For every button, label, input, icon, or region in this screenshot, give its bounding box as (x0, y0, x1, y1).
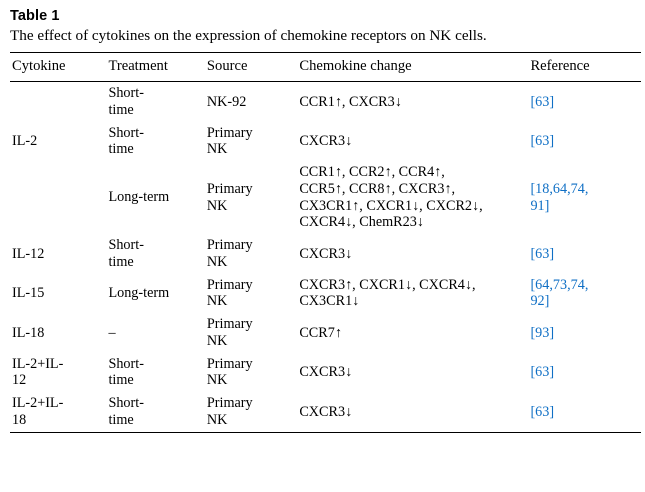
cell-chemokine-change (297, 392, 528, 432)
cell-source (205, 392, 297, 432)
cell-chemokine-change (297, 161, 528, 234)
reference-link: [63] (530, 364, 555, 381)
cell-reference[interactable] (528, 392, 641, 432)
cell-source (205, 274, 297, 314)
treatment-text: Long-term (108, 285, 170, 302)
treatment-text: Short- time (108, 237, 144, 270)
cell-treatment (106, 274, 204, 314)
cell-cytokine: IL-12 (12, 245, 45, 262)
cell-cytokine (10, 161, 106, 234)
table-header-row (10, 53, 641, 82)
table-label: Table 1 (10, 8, 60, 24)
cell-treatment (106, 161, 204, 234)
table-row (10, 122, 641, 162)
source-text: NK-92 (206, 93, 247, 110)
column-header-source: Source (205, 53, 297, 82)
treatment-text: Long-term (108, 189, 170, 206)
reference-link: [18,64,74, 91] (530, 180, 589, 214)
reference-link: [93] (530, 324, 555, 341)
table-row (10, 274, 641, 314)
column-header-cytokine: Cytokine (10, 53, 106, 82)
table-row (10, 392, 641, 432)
cell-chemokine-change (297, 274, 528, 314)
chemokine-change-text: CXCR3↓ (299, 245, 353, 262)
cell-source (205, 122, 297, 162)
reference-link: [63] (530, 93, 555, 110)
cell-cytokine: IL-2+IL- 12 (12, 355, 64, 389)
reference-link: [63] (530, 245, 555, 262)
table-caption: The effect of cytokines on the expression of chemokine receptors on NK cells. (10, 27, 487, 44)
column-header-chemokine-change: Chemokine change (297, 53, 528, 82)
cell-treatment (106, 234, 204, 274)
treatment-text: – (108, 324, 116, 341)
cell-treatment (106, 392, 204, 432)
source-text: Primary NK (206, 355, 253, 389)
cell-chemokine-change (297, 82, 528, 122)
chemokine-change-text: CCR7↑ (299, 324, 342, 341)
cell-reference[interactable] (528, 122, 641, 162)
cell-source (205, 234, 297, 274)
cell-reference[interactable] (528, 353, 641, 393)
cell-cytokine: IL-18 (12, 324, 45, 341)
chemokine-change-text: CXCR3↓ (299, 364, 353, 381)
reference-link: [64,73,74, 92] (530, 276, 589, 310)
source-text: Primary NK (206, 124, 253, 158)
cell-source (205, 82, 297, 122)
cell-cytokine (10, 82, 106, 122)
cell-treatment (106, 122, 204, 162)
treatment-text: Short- time (108, 395, 144, 428)
source-text: Primary NK (206, 237, 253, 270)
table-header (10, 53, 641, 82)
cell-reference[interactable] (528, 313, 641, 353)
chemokine-change-text: CCR1↑, CCR2↑, CCR4↑, CCR5↑, CCR8↑, CXCR3↑, CX3CR1↑, CXCR1↓, CXCR2↓, CXCR4↓, ChemR23↓ (299, 164, 483, 231)
cell-reference[interactable] (528, 234, 641, 274)
table-body (10, 82, 641, 433)
cell-source (205, 313, 297, 353)
cell-treatment (106, 313, 204, 353)
cell-cytokine: IL-2 (12, 133, 38, 150)
cell-chemokine-change (297, 313, 528, 353)
cell-source (205, 161, 297, 234)
chemokine-change-text: CCR1↑, CXCR3↓ (299, 93, 402, 110)
source-text: Primary NK (206, 276, 253, 310)
cell-chemokine-change (297, 353, 528, 393)
chemokine-change-text: CXCR3↓ (299, 133, 353, 150)
table-row (10, 234, 641, 274)
source-text: Primary NK (206, 180, 253, 214)
column-header-reference: Reference (528, 53, 641, 82)
cell-cytokine: IL-2+IL- 18 (10, 392, 106, 432)
cell-chemokine-change (297, 122, 528, 162)
cell-source (205, 353, 297, 393)
source-text: Primary NK (206, 316, 253, 349)
cell-reference[interactable] (528, 161, 641, 234)
chemokine-change-text: CXCR3↓ (299, 403, 353, 420)
table-row (10, 82, 641, 122)
source-text: Primary NK (206, 395, 253, 428)
cell-treatment (106, 353, 204, 393)
treatment-text: Short- time (108, 355, 144, 389)
reference-link: [63] (530, 403, 555, 420)
column-header-treatment: Treatment (106, 53, 204, 82)
chemokine-receptor-table (10, 52, 641, 433)
cell-treatment (106, 82, 204, 122)
cell-reference[interactable] (528, 274, 641, 314)
reference-link: [63] (530, 133, 555, 150)
table-row (10, 313, 641, 353)
treatment-text: Short- time (108, 124, 144, 158)
table-row (10, 353, 641, 393)
cell-chemokine-change (297, 234, 528, 274)
cell-reference[interactable] (528, 82, 641, 122)
cell-cytokine: IL-15 (12, 285, 45, 302)
chemokine-change-text: CXCR3↑, CXCR1↓, CXCR4↓, CX3CR1↓ (299, 276, 476, 310)
table-row (10, 161, 641, 234)
treatment-text: Short- time (108, 85, 144, 118)
